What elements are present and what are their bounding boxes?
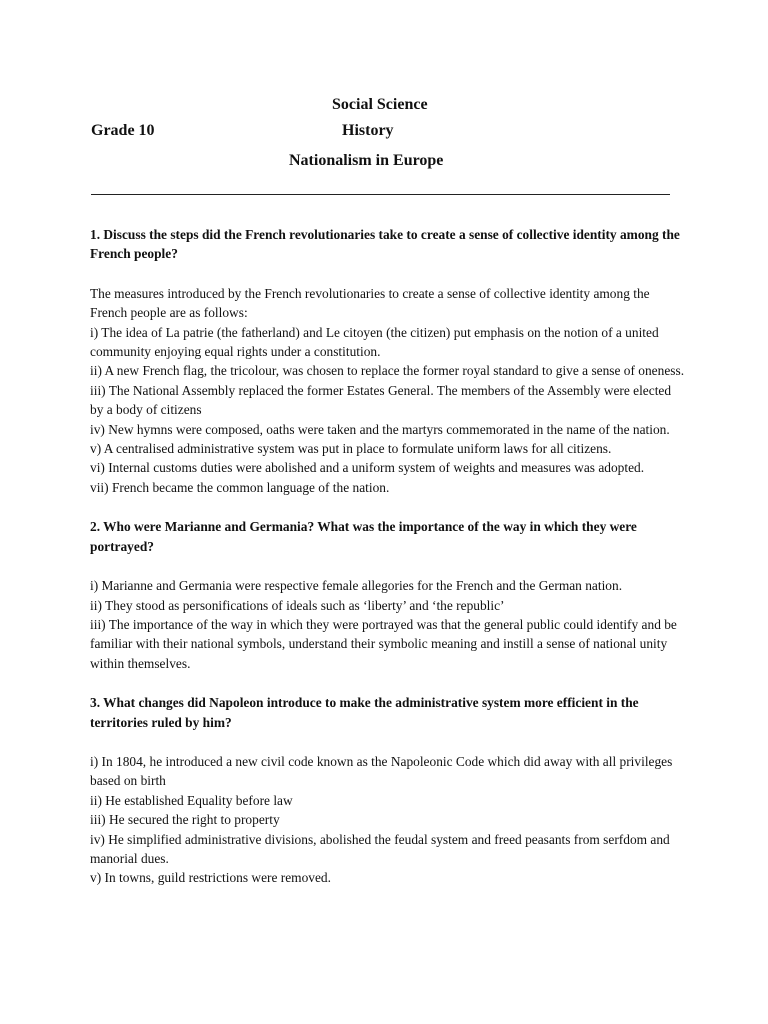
answer-point: iii) The National Assembly replaced the former Estates General. The members of the Assembly were elected by a body of citizens bbox=[90, 382, 672, 418]
answer-point: iv) He simplified administrative divisions, abolished the feudal system and freed peasants from serfdom and manorial dues. bbox=[90, 831, 670, 866]
answer-1 bbox=[90, 284, 686, 497]
question-2: 2. Who were Marianne and Germania? What was the importance of the way in which they were portrayed? bbox=[90, 519, 637, 554]
question-3: 3. What changes did Napoleon introduce to make the administrative system more efficient in the territories ruled by him? bbox=[90, 695, 639, 730]
answer-2 bbox=[90, 576, 686, 673]
answer-point: i) In 1804, he introduced a new civil code known as the Napoleonic Code which did away with all privileges based on birth bbox=[90, 753, 673, 789]
answer-point: iv) New hymns were composed, oaths were taken and the martyrs commemorated in the name of the nation. bbox=[90, 421, 670, 437]
header-divider bbox=[91, 194, 670, 195]
answer-point: v) A centralised administrative system was put in place to formulate uniform laws for all citizens. bbox=[90, 441, 612, 457]
answer-point: iii) The importance of the way in which they were portrayed was that the general public could identify and be familiar with their national symbols, understand their symbolic meaning and instill a sense of national unity within themselves. bbox=[90, 616, 677, 671]
grade-heading: Grade 10 bbox=[91, 122, 155, 139]
subject-heading: Social Science bbox=[332, 96, 428, 113]
section-heading: History bbox=[342, 122, 394, 139]
answer-point: i) Marianne and Germania were respective female allegories for the French and the German nation. bbox=[90, 578, 623, 594]
answer-point: v) In towns, guild restrictions were removed. bbox=[90, 870, 331, 886]
answer-1-intro: The measures introduced by the French revolutionaries to create a sense of collective identity among the French people are as follows: bbox=[90, 285, 650, 321]
question-1: 1. Discuss the steps did the French revolutionaries take to create a sense of collective identity among the French people? bbox=[90, 227, 680, 262]
answer-point: vi) Internal customs duties were abolished and a uniform system of weights and measures was adopted. bbox=[90, 460, 645, 476]
answer-point: iii) He secured the right to property bbox=[90, 812, 280, 828]
answer-3 bbox=[90, 752, 686, 888]
answer-point: vii) French became the common language of the nation. bbox=[90, 479, 390, 495]
chapter-title: Nationalism in Europe bbox=[289, 152, 444, 169]
answer-point: ii) He established Equality before law bbox=[90, 792, 293, 808]
answer-point: ii) They stood as personifications of ideals such as ‘liberty’ and ‘the republic’ bbox=[90, 597, 505, 613]
answer-point: ii) A new French flag, the tricolour, was chosen to replace the former royal standard to give a sense of oneness. bbox=[90, 363, 685, 379]
answer-point: i) The idea of La patrie (the fatherland) and Le citoyen (the citizen) put emphasis on the notion of a united community enjoying equal rights under a constitution. bbox=[90, 324, 659, 360]
question-answer-list bbox=[90, 225, 686, 888]
